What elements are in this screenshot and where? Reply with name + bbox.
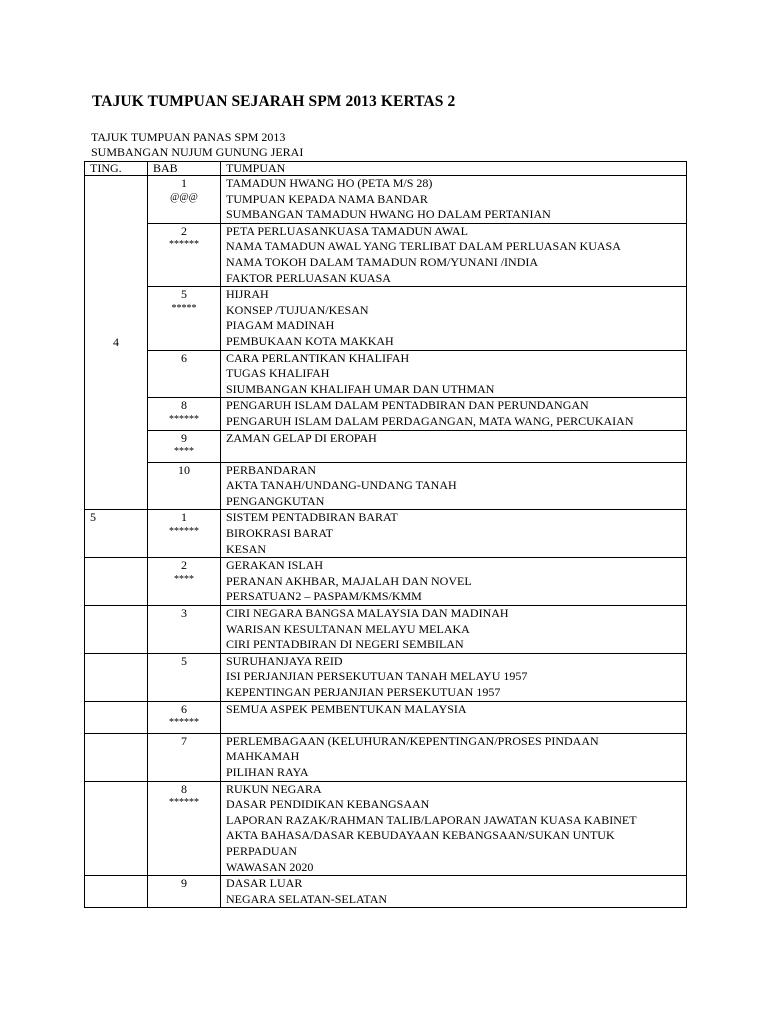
table-row — [85, 606, 687, 654]
topic-line: PETA PERLUASANKUASA TAMADUN AWAL — [226, 223, 468, 238]
table-row — [85, 350, 687, 398]
bab-number: 1 — [181, 176, 187, 190]
topic-line: SISTEM PENTADBIRAN BARAT — [226, 510, 398, 525]
ting-cell — [85, 701, 148, 733]
topic-line: ZAMAN GELAP DI EROPAH — [226, 430, 377, 445]
topics-table — [84, 161, 687, 908]
importance-mark: **** — [174, 446, 194, 457]
table-row — [85, 653, 687, 701]
bab-cell — [148, 287, 221, 350]
ting-cell — [85, 781, 148, 876]
topic-line: PENGANGKUTAN — [226, 493, 325, 508]
bab-number: 10 — [178, 462, 190, 477]
document-title: TAJUK TUMPUAN SEJARAH SPM 2013 KERTAS 2 — [92, 93, 456, 110]
bab-number: 8 — [181, 398, 187, 413]
table-row — [85, 781, 687, 876]
bab-number: 2 — [181, 558, 187, 573]
table-row — [85, 876, 687, 908]
topic-line: PERBANDARAN — [226, 462, 317, 477]
topic-line: SIUMBANGAN KHALIFAH UMAR DAN UTHMAN — [226, 381, 495, 396]
topic-line: NAMA TOKOH DALAM TAMADUN ROM/YUNANI /INDIA — [226, 254, 539, 269]
tumpuan-cell — [221, 653, 687, 701]
topic-line: AKTA TANAH/UNDANG-UNDANG TANAH — [226, 478, 457, 493]
tumpuan-cell — [221, 733, 687, 781]
table-row — [85, 398, 687, 430]
bab-cell — [148, 223, 221, 286]
tumpuan-cell — [221, 876, 687, 908]
topic-line: NAMA TAMADUN AWAL YANG TERLIBAT DALAM PERLUASAN KUASA — [226, 239, 621, 254]
bab-number: 7 — [181, 733, 187, 748]
topic-line: PEMBUKAAN KOTA MAKKAH — [226, 333, 394, 348]
table-row — [85, 176, 687, 224]
bab-number: 9 — [181, 430, 187, 445]
bab-cell — [148, 398, 221, 430]
table-row — [85, 510, 687, 558]
document-subtitle: TAJUK TUMPUAN PANAS SPM 2013 — [91, 130, 286, 144]
bab-cell — [148, 558, 221, 606]
topic-line: KESAN — [226, 541, 267, 556]
bab-number: 6 — [181, 350, 187, 365]
tumpuan-cell — [221, 176, 687, 224]
bab-number: 5 — [181, 653, 187, 668]
topic-line: KONSEP /TUJUAN/KESAN — [226, 302, 369, 317]
table-row — [85, 701, 687, 733]
tumpuan-cell — [221, 701, 687, 733]
importance-mark: ****** — [169, 797, 199, 809]
ting-cell — [85, 558, 148, 606]
topic-line: KEPENTINGAN PERJANJIAN PERSEKUTUAN 1957 — [226, 685, 501, 699]
topic-line: WARISAN KESULTANAN MELAYU MELAKA — [226, 621, 470, 636]
tumpuan-cell — [221, 430, 687, 462]
topic-line: HIJRAH — [226, 287, 269, 302]
tumpuan-cell — [221, 781, 687, 876]
topic-line: PERSATUAN2 – PASPAM/KMS/KMM — [226, 589, 422, 604]
bab-number: 2 — [181, 223, 187, 238]
tumpuan-cell — [221, 287, 687, 350]
bab-number: 3 — [181, 606, 187, 621]
ting-cell — [85, 733, 148, 781]
bab-cell — [148, 733, 221, 781]
tumpuan-cell — [221, 558, 687, 606]
bab-cell — [148, 176, 221, 224]
topic-line: DASAR PENDIDIKAN KEBANGSAAN — [226, 797, 430, 812]
bab-cell — [148, 701, 221, 733]
topic-line: PERLEMBAGAAN (KELUHURAN/KEPENTINGAN/PROSES PINDAAN — [226, 733, 599, 748]
blank-line — [226, 717, 686, 733]
ting-cell: 5 — [85, 510, 148, 558]
tumpuan-cell — [221, 398, 687, 430]
topic-line: RUKUN NEGARA — [226, 781, 322, 796]
topic-line: ISI PERJANJIAN PERSEKUTUAN TANAH MELAYU 1957 — [226, 669, 528, 684]
topic-line: CIRI PENTADBIRAN DI NEGERI SEMBILAN — [226, 637, 464, 652]
tumpuan-cell — [221, 462, 687, 510]
bab-cell — [148, 781, 221, 876]
bab-cell — [148, 653, 221, 701]
topic-line: NEGARA SELATAN-SELATAN — [226, 891, 388, 906]
topic-line: PENGARUH ISLAM DALAM PERDAGANGAN, MATA WANG, PERCUKAIAN — [226, 413, 634, 428]
bab-cell — [148, 350, 221, 398]
topic-line: PERANAN AKHBAR, MAJALAH DAN NOVEL — [226, 573, 472, 588]
topic-line: CARA PERLANTIKAN KHALIFAH — [226, 350, 410, 365]
topic-line: LAPORAN RAZAK/RAHMAN TALIB/LAPORAN JAWATAN KUASA KABINET — [226, 812, 637, 827]
bab-number: 9 — [181, 876, 187, 891]
ting-cell — [85, 653, 148, 701]
topic-line: PENGARUH ISLAM DALAM PENTADBIRAN DAN PERUNDANGAN — [226, 398, 589, 413]
importance-mark: ****** — [169, 413, 199, 425]
bab-number: 8 — [181, 781, 187, 796]
importance-mark: ****** — [169, 717, 199, 729]
bab-number: 6 — [181, 701, 187, 716]
blank-line — [226, 446, 686, 462]
header-tumpuan: TUMPUAN — [221, 162, 687, 176]
topic-line: PERPADUAN — [226, 843, 297, 858]
bab-cell — [148, 430, 221, 462]
table-row — [85, 462, 687, 510]
bab-cell — [148, 876, 221, 908]
table-row — [85, 430, 687, 462]
bab-number: 5 — [181, 287, 187, 302]
table-row — [85, 733, 687, 781]
topic-line: GERAKAN ISLAH — [226, 558, 323, 573]
topic-line: TUMPUAN KEPADA NAMA BANDAR — [226, 191, 428, 206]
importance-mark: ****** — [169, 525, 199, 537]
topic-line: SURUHANJAYA REID — [226, 653, 343, 668]
topic-line: SUMBANGAN TAMADUN HWANG HO DALAM PERTANIAN — [226, 207, 551, 222]
topic-line: WAWASAN 2020 — [226, 859, 314, 874]
ting-cell — [85, 606, 148, 654]
tumpuan-cell — [221, 223, 687, 286]
importance-mark: **** — [174, 573, 194, 585]
ting-cell — [85, 876, 148, 908]
bab-cell — [148, 462, 221, 510]
document-credit: SUMBANGAN NUJUM GUNUNG JERAI — [91, 145, 304, 159]
topic-line: CIRI NEGARA BANGSA MALAYSIA DAN MADINAH — [226, 606, 509, 621]
topic-line: BIROKRASI BARAT — [226, 526, 334, 541]
importance-mark: ***** — [171, 302, 197, 314]
tumpuan-cell — [221, 510, 687, 558]
ting-cell: 4 — [85, 176, 148, 510]
table-row — [85, 223, 687, 286]
importance-mark: @@@ — [170, 191, 198, 203]
topic-line: SEMUA ASPEK PEMBENTUKAN MALAYSIA — [226, 701, 467, 716]
tumpuan-cell — [221, 350, 687, 398]
table-row — [85, 287, 687, 350]
topic-line: DASAR LUAR — [226, 876, 303, 891]
topic-line: PILIHAN RAYA — [226, 764, 309, 779]
importance-mark: ****** — [169, 239, 199, 251]
bab-cell — [148, 510, 221, 558]
topic-line: AKTA BAHASA/DASAR KEBUDAYAAN KEBANGSAAN/SUKAN UNTUK — [226, 828, 615, 843]
table-body — [85, 176, 687, 908]
topic-line: FAKTOR PERLUASAN KUASA — [226, 270, 391, 285]
bab-cell — [148, 606, 221, 654]
topic-line: TUGAS KHALIFAH — [226, 366, 330, 381]
table-row — [85, 558, 687, 606]
tumpuan-cell — [221, 606, 687, 654]
topic-line: PIAGAM MADINAH — [226, 318, 335, 333]
bab-number: 1 — [181, 510, 187, 525]
topic-line: MAHKAMAH — [226, 749, 300, 764]
header-bab: BAB — [148, 162, 221, 176]
table-header-row — [85, 162, 687, 176]
topic-line: TAMADUN HWANG HO (PETA M/S 28) — [226, 176, 433, 190]
header-ting: TING. — [85, 162, 148, 176]
